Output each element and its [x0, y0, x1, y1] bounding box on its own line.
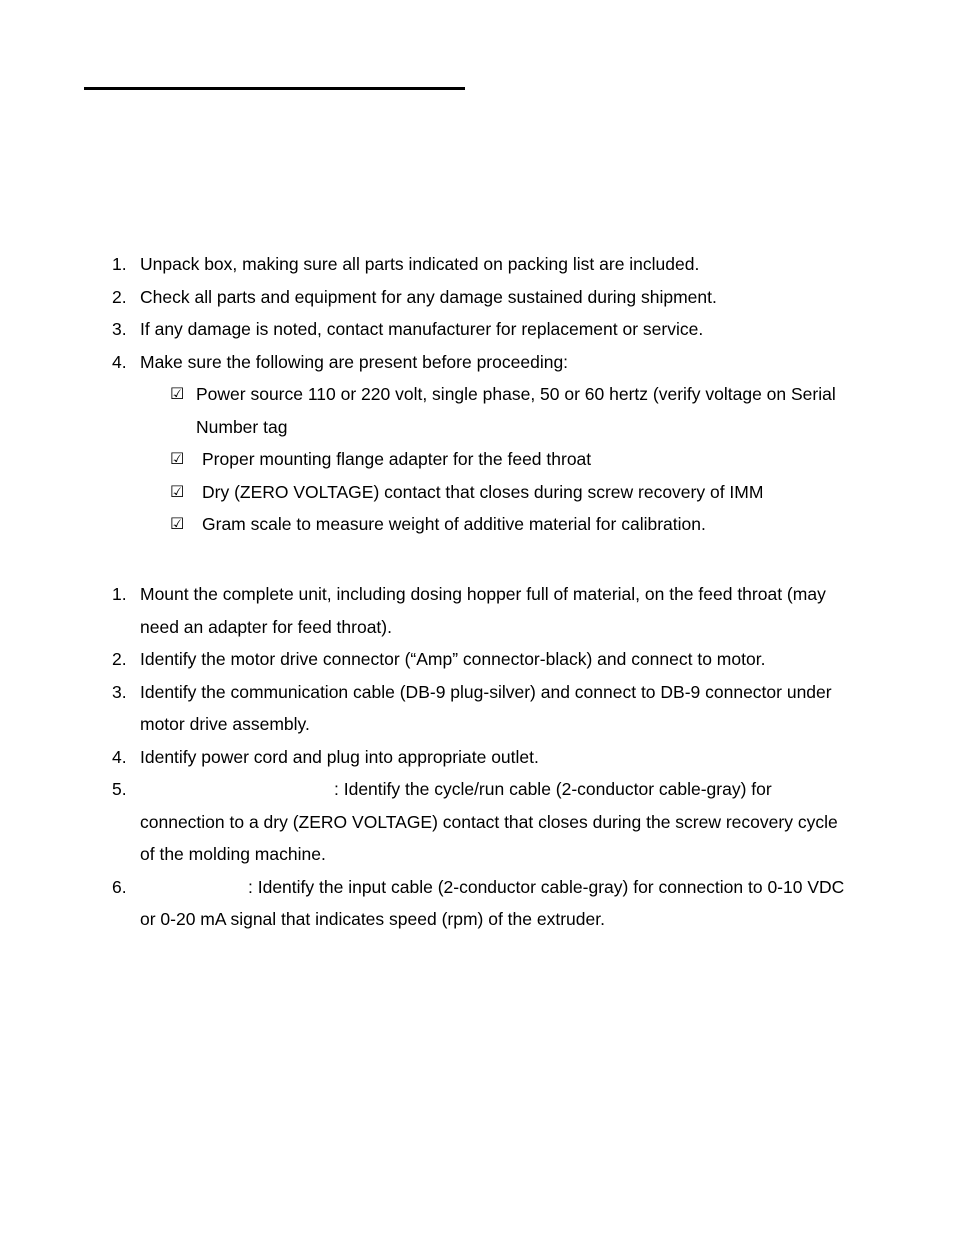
- list-item: [0, 773, 954, 871]
- list-item: [0, 313, 954, 346]
- step-number: 6.: [112, 876, 127, 897]
- step-number: 4.: [112, 351, 127, 372]
- header-rule: [84, 87, 465, 90]
- checklist-item: [0, 508, 954, 541]
- checklist-text: Power source 110 or 220 volt, single phase, 50 or 60 hertz (verify voltage on Serial Number tag: [196, 384, 836, 437]
- step-text: Identify the motor drive connector (“Amp” connector-black) and connect to motor.: [140, 649, 766, 669]
- checkbox-checked-icon: ☑: [170, 384, 185, 403]
- list-item: [0, 248, 954, 281]
- step-text: Unpack box, making sure all parts indicated on packing list are included.: [140, 254, 700, 274]
- list-item: [0, 871, 954, 936]
- list-item: [0, 281, 954, 314]
- step-text: : Identify the cycle/run cable (2-conductor cable-gray) for connection to a dry (ZERO VOLTAGE) contact that closes during the screw recovery cycle of the molding machine.: [140, 779, 838, 864]
- checklist-text: Dry (ZERO VOLTAGE) contact that closes during screw recovery of IMM: [202, 481, 764, 502]
- checklist-text: Gram scale to measure weight of additive material for calibration.: [202, 514, 706, 534]
- step-number: 1.: [112, 254, 127, 274]
- step-text: : Identify the input cable (2-conductor cable-gray) for connection to 0-10 VDC or 0-20 mA signal that indicates speed (rpm) of the extruder.: [140, 876, 845, 929]
- step-number: 4.: [112, 746, 127, 767]
- step-text-input: [140, 871, 846, 936]
- step-text: Make sure the following are present before proceeding:: [140, 351, 569, 372]
- step-number: 2.: [112, 286, 127, 307]
- step-text-cycle-run: [140, 773, 846, 871]
- step-text: If any damage is noted, contact manufacturer for replacement or service.: [140, 319, 704, 339]
- checklist-item: [0, 476, 954, 509]
- unpacking-list: [0, 248, 954, 541]
- checklist-text: Proper mounting flange adapter for the feed throat: [202, 449, 592, 469]
- step-number: 2.: [112, 649, 127, 669]
- list-item: [0, 346, 954, 379]
- step-text: Identify the communication cable (DB-9 plug-silver) and connect to DB-9 connector under motor drive assembly.: [140, 681, 832, 734]
- step-number: 3.: [112, 681, 127, 702]
- list-item: [0, 578, 954, 643]
- installation-list: [0, 578, 954, 936]
- list-item: [0, 643, 954, 676]
- checkbox-checked-icon: ☑: [170, 449, 185, 468]
- step-text: Check all parts and equipment for any damage sustained during shipment.: [140, 286, 717, 307]
- list-item: [0, 676, 954, 741]
- checkbox-checked-icon: ☑: [170, 514, 185, 533]
- checklist-item: [0, 443, 954, 476]
- list-item: [0, 741, 954, 774]
- step-number: 1.: [112, 584, 127, 604]
- step-text: Identify power cord and plug into appropriate outlet.: [140, 746, 539, 767]
- step-number: 5.: [112, 779, 127, 799]
- step-text: Mount the complete unit, including dosing hopper full of material, on the feed throat (may need an adapter for feed throat).: [140, 584, 826, 637]
- checkbox-checked-icon: ☑: [170, 481, 185, 501]
- checklist-item: [0, 378, 954, 443]
- step-number: 3.: [112, 319, 127, 339]
